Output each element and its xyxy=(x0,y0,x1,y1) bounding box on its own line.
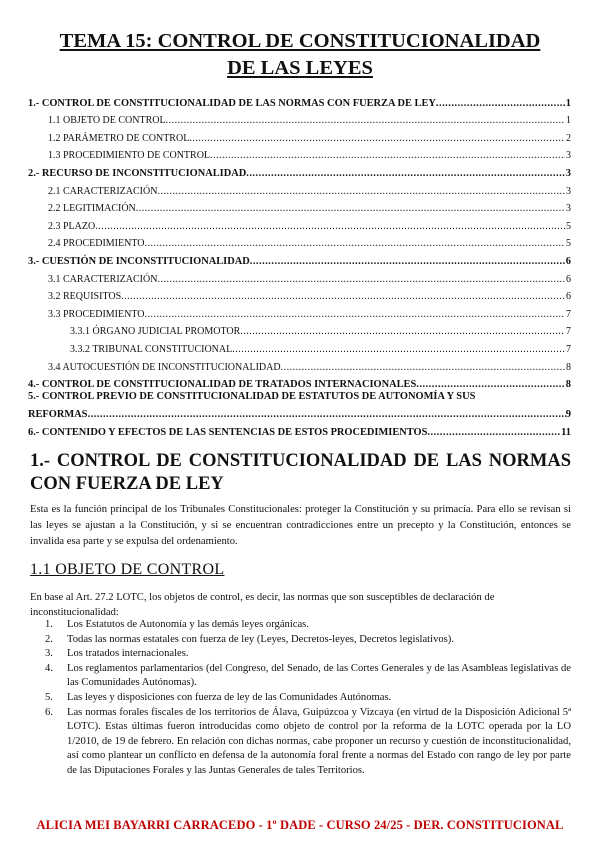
toc-entry[interactable]: 4.- CONTROL DE CONSTITUCIONALIDAD DE TRATADOS INTERNACIONALES ..... 8 xyxy=(28,373,571,391)
toc-entry[interactable]: 1.3 PROCEDIMIENTO DE CONTROL ..... 3 xyxy=(28,144,571,162)
section-paragraph: Esta es la función principal de los Tribunales Constitucionales: proteger la Constitución y su primacía. Para ello se revisan si las leyes se ajustan a la Constitución, y si se encuentran contradicciones entre un precepto y la Constitución, entonces se invalida esa parte y se expulsa del ordenamiento. xyxy=(30,504,571,547)
subsection-intro: En base al Art. 27.2 LOTC, los objetos de control, es decir, las normas que son susceptibles de declaración de inconstitucionalidad: xyxy=(30,592,495,618)
toc-entry[interactable]: 3.3 PROCEDIMIENTO ..... 7 xyxy=(28,302,571,320)
toc-entry[interactable]: 1.- CONTROL DE CONSTITUCIONALIDAD DE LAS NORMAS CON FUERZA DE LEY ..... 1 xyxy=(28,91,571,109)
toc-entry[interactable]: 3.1 CARACTERIZACIÓN ..... 6 xyxy=(28,267,571,285)
list-item: 5. Las leyes y disposiciones con fuerza de ley de las Comunidades Autónomas. xyxy=(45,691,392,703)
table-of-contents xyxy=(28,91,571,438)
list-item: 1. Los Estatutos de Autonomía y las demás leyes orgánicas. xyxy=(45,619,309,630)
list-item: 4. Los reglamentos parlamentarios (del Congreso, del Senado, de las Cortes Generales y de las Asambleas legislativas de las Comunidades Autónomas). xyxy=(45,662,571,689)
title-line-1: TEMA 15: CONTROL DE CONSTITUCIONALIDAD xyxy=(59,30,541,52)
toc-entry[interactable]: 1.2 PARÁMETRO DE CONTROL ..... 2 xyxy=(28,126,571,144)
objects-list xyxy=(45,618,571,779)
footer-author: ALICIA MEI BAYARRI CARRACEDO - 1º DADE - CURSO 24/25 - DER. CONSTITUCIONAL xyxy=(36,818,564,832)
toc-entry[interactable]: 2.- RECURSO DE INCONSTITUCIONALIDAD ..... 3 xyxy=(28,161,571,179)
toc-entry[interactable]: 3.3.2 TRIBUNAL CONSTITUCIONAL ..... 7 xyxy=(28,337,571,355)
document-title xyxy=(30,28,570,82)
toc-entry[interactable]: 2.2 LEGITIMACIÓN ..... 3 xyxy=(28,197,571,215)
toc-entry[interactable]: 2.4 PROCEDIMIENTO ..... 5 xyxy=(28,232,571,250)
list-item: 3. Los tratados internacionales. xyxy=(45,648,189,660)
toc-entry[interactable]: 3.2 REQUISITOS ..... 6 xyxy=(28,285,571,303)
toc-entry[interactable]: 2.1 CARACTERIZACIÓN ..... 3 xyxy=(28,179,571,197)
toc-entry[interactable]: 1.1 OBJETO DE CONTROL ..... 1 xyxy=(28,109,571,127)
toc-entry[interactable]: 3.3.1 ÓRGANO JUDICIAL PROMOTOR ..... 7 xyxy=(28,320,571,338)
toc-entry[interactable]: 6.- CONTENIDO Y EFECTOS DE LAS SENTENCIAS DE ESTOS PROCEDIMIENTOS ..... 11 xyxy=(28,420,571,438)
section-heading: 1.- CONTROL DE CONSTITUCIONALIDAD DE LAS NORMAS CON FUERZA DE LEY xyxy=(30,451,571,494)
toc-entry[interactable]: 2.3 PLAZO ..... 5 xyxy=(28,214,571,232)
toc-entry[interactable]: 3.- CUESTIÓN DE INCONSTITUCIONALIDAD ..... 6 xyxy=(28,249,571,267)
list-item: 6. Las normas forales fiscales de los territorios de Álava, Guipúzcoa y Vizcaya (en virtud de la Disposición Adicional 5ª LOTC). Estas últimas fueron introducidas como objeto de control por la reforma de la LOTC operada por la LO 1/2010, de 19 de febrero. En relación con dichas normas, cabe proponer un recurso y cuestión de inconstitucionalidad, así como plantear un conflicto en defensa de la autonomía foral frente a normas del Estado con rango de ley por parte de las Diputaciones Forales y las Juntas Generales de tales Territorios. xyxy=(45,706,571,776)
subsection-heading: 1.1 OBJETO DE CONTROL xyxy=(30,561,225,578)
toc-entry[interactable]: 5.- CONTROL PREVIO DE CONSTITUCIONALIDAD DE ESTATUTOS DE AUTONOMÍA Y SUS REFORMAS ..... 9 xyxy=(28,390,571,420)
title-line-2: DE LAS LEYES xyxy=(227,57,373,79)
toc-entry[interactable]: 3.4 AUTOCUESTIÓN DE INCONSTITUCIONALIDAD ..... 8 xyxy=(28,355,571,373)
list-item: 2. Todas las normas estatales con fuerza de ley (Leyes, Decretos-leyes, Decretos legislativos). xyxy=(45,633,454,645)
